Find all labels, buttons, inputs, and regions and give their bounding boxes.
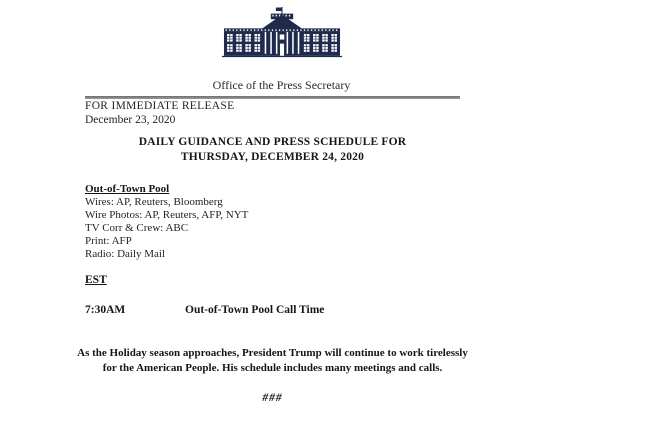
end-mark: ### [262,392,283,404]
pool-line-wires: Wires: AP, Reuters, Bloomberg [85,196,223,208]
schedule-event: Out-of-Town Pool Call Time [185,304,325,316]
paragraph-line2: for the American People. His schedule includes many meetings and calls. [102,362,443,374]
pool-line-tv-corr: TV Corr & Crew: ABC [85,222,189,234]
white-house-building-icon [220,7,344,69]
pool-line-wire-photos: Wire Photos: AP, Reuters, AFP, NYT [85,209,249,221]
paragraph-line1: As the Holiday season approaches, President Trump will continue to work tirelessly [77,347,468,359]
schedule-time: 7:30AM [85,304,126,316]
body-paragraph [77,346,468,376]
timezone-label: EST [85,274,107,286]
logo-block [85,7,460,69]
release-statement: FOR IMMEDIATE RELEASE [85,100,235,112]
pool-line-print: Print: AFP [85,235,132,247]
pool-line-radio: Radio: Daily Mail [85,248,166,260]
pool-section [85,183,248,261]
release-date: December 23, 2020 [85,114,176,126]
document-title-line2: THURSDAY, DECEMBER 24, 2020 [180,151,365,163]
document-content-column [77,0,468,425]
pool-heading: Out-of-Town Pool [85,183,170,195]
divider-rule [85,96,460,99]
logo-caption: Office of the Press Secretary [212,78,351,92]
document-title [85,135,460,165]
document-title-line1: DAILY GUIDANCE AND PRESS SCHEDULE FOR [138,136,407,148]
